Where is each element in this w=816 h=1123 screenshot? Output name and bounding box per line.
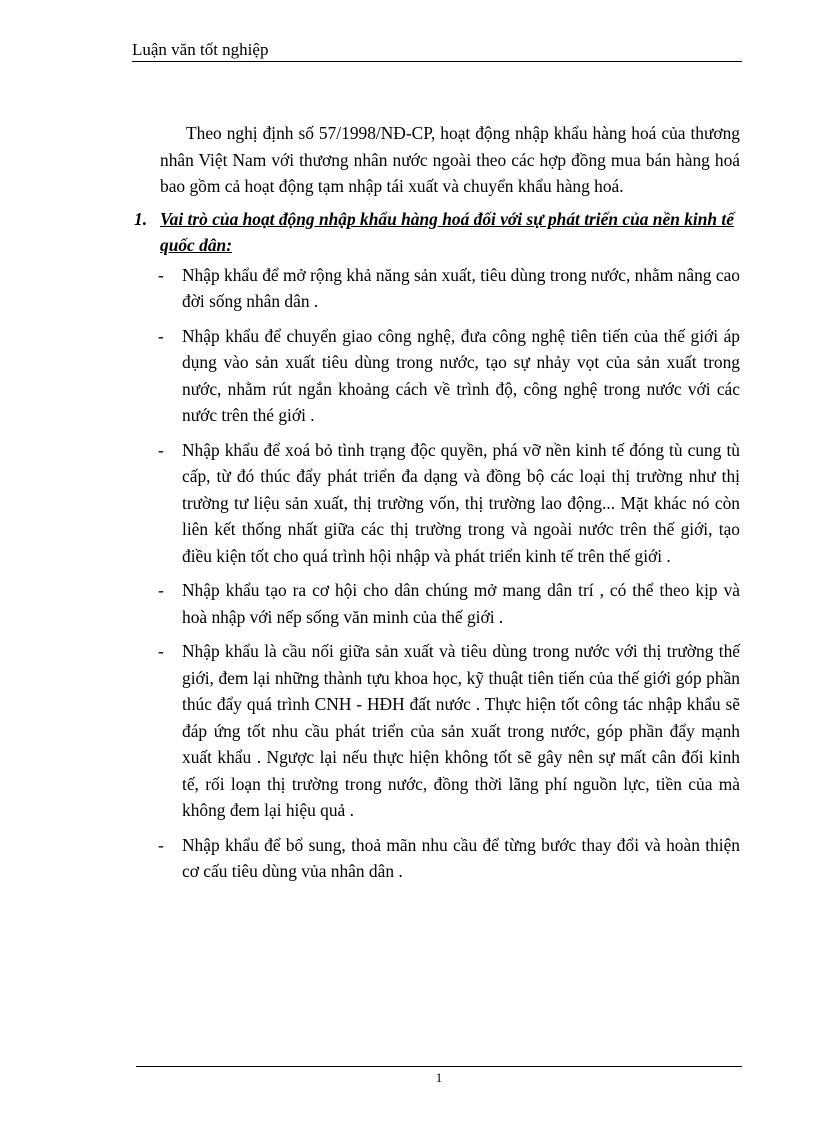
bullet-dash: - bbox=[158, 325, 164, 346]
list-item-text: Nhập khẩu tạo ra cơ hội cho dân chúng mở mang dân trí , có thể theo kịp và hoà nhập với nếp sống văn minh của thế giới . bbox=[182, 580, 740, 627]
page-footer bbox=[136, 1066, 742, 1088]
bullet-dash: - bbox=[158, 439, 164, 460]
bullet-dash: - bbox=[158, 580, 164, 600]
list-item bbox=[160, 832, 740, 885]
list-item bbox=[160, 262, 740, 315]
page-number: 1 bbox=[435, 1070, 443, 1085]
bullet-dash: - bbox=[158, 834, 164, 855]
intro-paragraph: Theo nghị định số 57/1998/NĐ-CP, hoạt động nhập khẩu hàng hoá của thương nhân Việt Nam với thương nhân nước ngoài theo các hợp đồng mua bán hàng hoá bao gồm cả hoạt động tạm nhập tái xuất và chuyển khẩu hàng hoá. bbox=[160, 123, 740, 196]
list-item bbox=[160, 577, 740, 630]
section-heading bbox=[134, 206, 740, 258]
bullet-dash: - bbox=[158, 641, 164, 661]
section-title: Vai trò của hoạt động nhập khẩu hàng hoá đối với sự phát triển của nền kinh tế quốc dân: bbox=[160, 208, 734, 255]
list-item bbox=[160, 638, 740, 824]
header-title: Luận văn tốt nghiệp bbox=[132, 40, 269, 59]
bullet-dash: - bbox=[158, 264, 164, 285]
list-item bbox=[160, 323, 740, 429]
section-number: 1. bbox=[134, 208, 148, 229]
list-item-text: Nhập khẩu để xoá bỏ tình trạng độc quyền, phá vỡ nền kinh tế đóng tù cung tù cấp, từ đó thúc đẩy phát triển đa dạng và đồng bộ các loại thị trường như thị trường tư liệu sản xuất, thị trường vốn, thị trường lao động... Mặt khác nó còn liên kết thống nhất giữa các thị trường trong và ngoài nước trên thế giới, tạo điều kiện tốt cho quá trình hội nhập và phát triển kinh tế trên thế giới . bbox=[182, 439, 740, 566]
bullet-list bbox=[160, 262, 740, 885]
list-item bbox=[160, 437, 740, 570]
list-item-text: Nhập khẩu để chuyển giao công nghệ, đưa công nghệ tiên tiến của thế giới áp dụng vào sản xuất tiêu dùng trong nước, tạo sự nhảy vọt của sản xuất trong nước, nhằm rút ngắn khoảng cách về trình độ, công nghệ trong nước với các nước trên thé giới . bbox=[182, 325, 740, 425]
page-header bbox=[132, 40, 742, 62]
page-body bbox=[134, 120, 740, 893]
list-item-text: Nhập khẩu là cầu nối giữa sản xuất và tiêu dùng trong nước với thị trường thế giới, đem lại những thành tựu khoa học, kỹ thuật tiên tiến của thế giới góp phần thúc đẩy quá trình CNH - HĐH đất nước . Thực hiện tốt công tác nhập khẩu sẽ đáp ứng tốt nhu cầu phát triển của sản xuất trong nước, góp phần đẩy mạnh xuất khẩu . Ngược lại nếu thực hiện không tốt sẽ gây nên sự mất cân đối kinh tế, rối loạn thị trường trong nước, đồng thời lãng phí nguồn lực, tiền của mà không đem lại hiệu quả . bbox=[182, 641, 740, 820]
list-item-text: Nhập khẩu để bổ sung, thoả mãn nhu cầu để từng bước thay đổi và hoàn thiện cơ cấu tiêu dùng vủa nhân dân . bbox=[182, 834, 740, 881]
list-item-text: Nhập khẩu để mở rộng khả năng sản xuất, tiêu dùng trong nước, nhằm nâng cao đời sống nhân dân . bbox=[182, 264, 740, 311]
